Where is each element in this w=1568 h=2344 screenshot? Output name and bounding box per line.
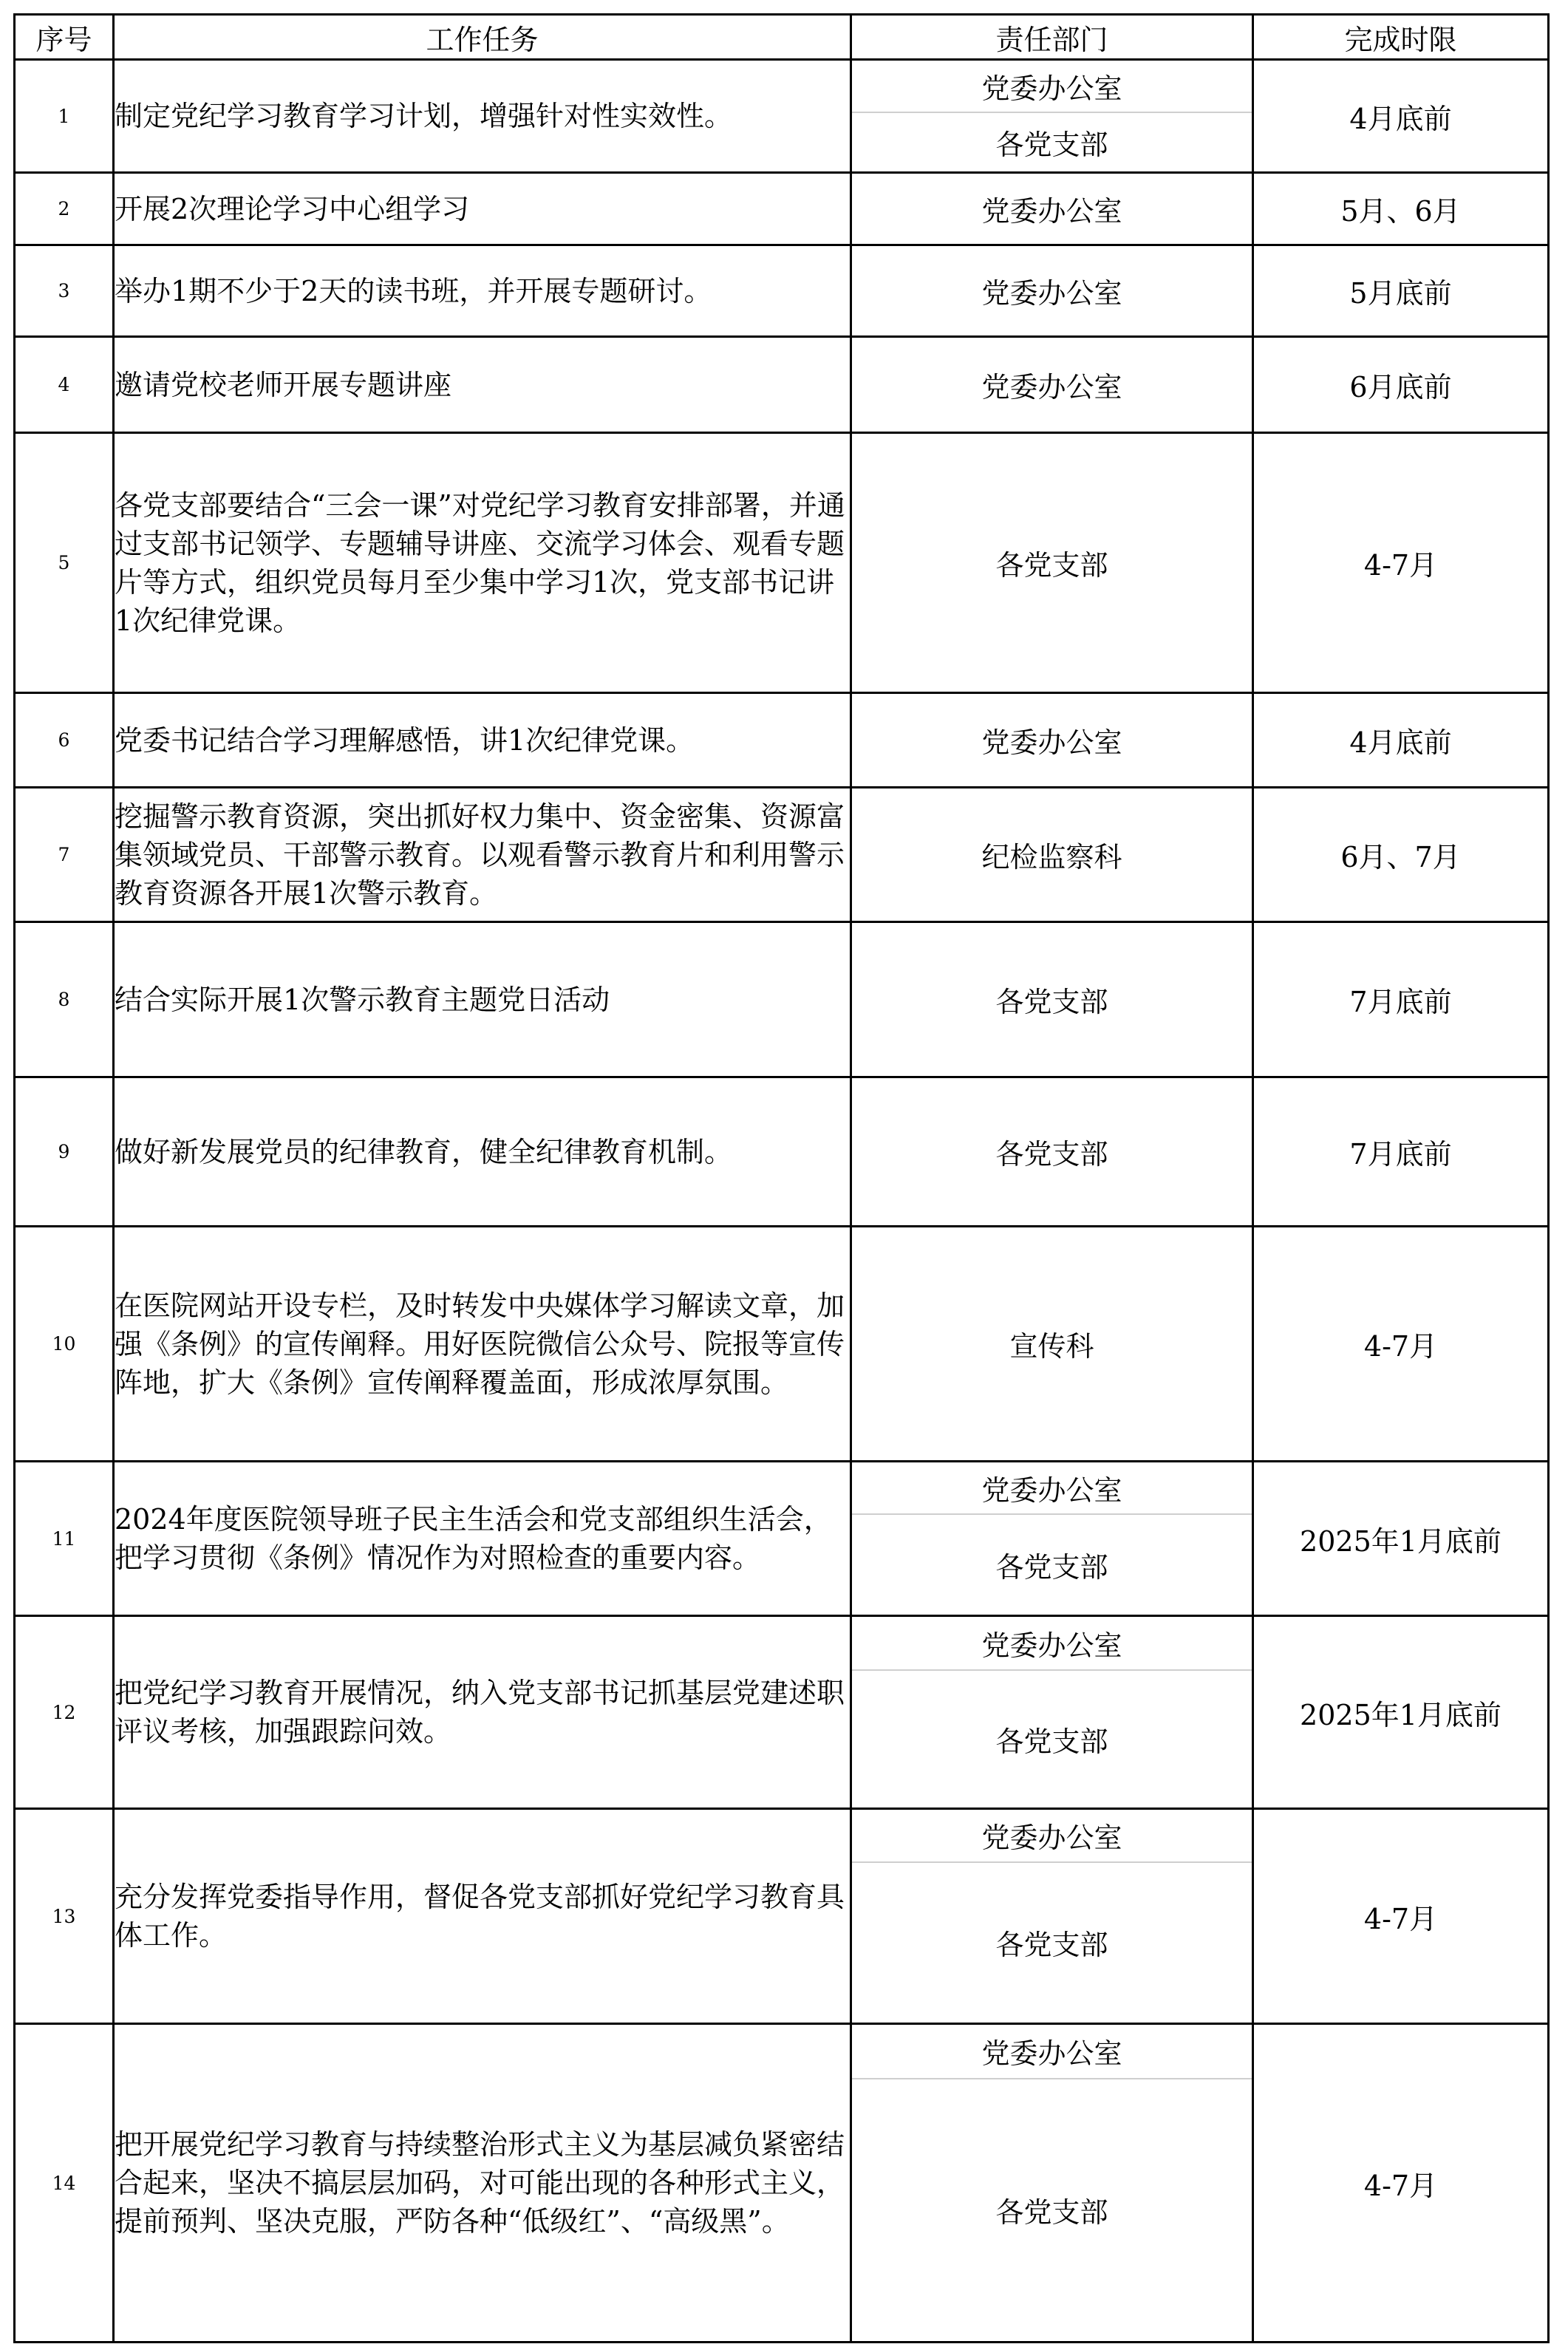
responsible-dept [851, 245, 1253, 337]
table-body [15, 60, 1549, 2343]
deadline: 4-7月 [1253, 433, 1549, 693]
header-deadline: 完成时限 [1253, 15, 1549, 60]
work-task: 做好新发展党员的纪律教育，健全纪律教育机制。 [114, 1077, 851, 1227]
work-task: 党委书记结合学习理解感悟，讲1次纪律党课。 [114, 693, 851, 788]
responsible-dept [851, 693, 1253, 788]
work-task: 充分发挥党委指导作用，督促各党支部抓好党纪学习教育具体工作。 [114, 1809, 851, 2024]
dept-name: 宣传科 [1009, 1330, 1094, 1363]
deadline: 5月、6月 [1253, 173, 1549, 245]
row-number: 3 [15, 245, 114, 337]
deadline: 4月底前 [1253, 60, 1549, 173]
dept-name-primary: 党委办公室 [852, 1617, 1252, 1671]
dept-name: 各党支部 [995, 986, 1108, 1018]
dept-name-primary: 党委办公室 [852, 2025, 1252, 2079]
deadline: 4-7月 [1253, 1809, 1549, 2024]
dept-name: 党委办公室 [981, 277, 1122, 310]
responsible-dept [851, 2024, 1253, 2343]
work-task: 结合实际开展1次警示教育主题党日活动 [114, 922, 851, 1077]
responsible-dept [851, 60, 1253, 173]
responsible-dept [851, 1616, 1253, 1809]
deadline: 4-7月 [1253, 1227, 1549, 1462]
work-task: 举办1期不少于2天的读书班，并开展专题研讨。 [114, 245, 851, 337]
deadline: 2025年1月底前 [1253, 1462, 1549, 1616]
header-row [15, 15, 1549, 60]
deadline: 4月底前 [1253, 693, 1549, 788]
work-task: 制定党纪学习教育学习计划，增强针对性实效性。 [114, 60, 851, 173]
responsible-dept [851, 1077, 1253, 1227]
row-number: 4 [15, 337, 114, 433]
table-row [15, 1809, 1549, 2024]
dept-name-primary: 党委办公室 [852, 61, 1252, 113]
work-task: 2024年度医院领导班子民主生活会和党支部组织生活会，把学习贯彻《条例》情况作为对照检查的重要内容。 [114, 1462, 851, 1616]
row-number: 1 [15, 60, 114, 173]
row-number: 5 [15, 433, 114, 693]
deadline: 7月底前 [1253, 1077, 1549, 1227]
work-task: 在医院网站开设专栏，及时转发中央媒体学习解读文章，加强《条例》的宣传阐释。用好医院微信公众号、院报等宣传阵地，扩大《条例》宣传阐释覆盖面，形成浓厚氛围。 [114, 1227, 851, 1462]
table-row [15, 433, 1549, 693]
dept-name-secondary: 各党支部 [995, 1551, 1108, 1584]
row-number: 13 [15, 1809, 114, 2024]
dept-name: 各党支部 [995, 549, 1108, 582]
header-no: 序号 [15, 15, 114, 60]
responsible-dept [851, 1227, 1253, 1462]
dept-name: 党委办公室 [981, 726, 1122, 759]
work-task: 开展2次理论学习中心组学习 [114, 173, 851, 245]
work-task: 把开展党纪学习教育与持续整治形式主义为基层减负紧密结合起来，坚决不搞层层加码，对可能出现的各种形式主义，提前预判、坚决克服，严防各种“低级红”、“高级黑”。 [114, 2024, 851, 2343]
row-number: 11 [15, 1462, 114, 1616]
table-row [15, 337, 1549, 433]
responsible-dept [851, 1809, 1253, 2024]
table-row [15, 2024, 1549, 2343]
task-table [13, 13, 1550, 2343]
deadline: 4-7月 [1253, 2024, 1549, 2343]
deadline: 7月底前 [1253, 922, 1549, 1077]
table-row [15, 922, 1549, 1077]
work-task: 挖掘警示教育资源，突出抓好权力集中、资金密集、资源富集领域党员、干部警示教育。以观看警示教育片和利用警示教育资源各开展1次警示教育。 [114, 788, 851, 922]
responsible-dept [851, 173, 1253, 245]
row-number: 10 [15, 1227, 114, 1462]
table-row [15, 173, 1549, 245]
row-number: 7 [15, 788, 114, 922]
responsible-dept [851, 1462, 1253, 1616]
table-row [15, 1227, 1549, 1462]
dept-name-primary: 党委办公室 [852, 1810, 1252, 1863]
responsible-dept [851, 433, 1253, 693]
dept-name: 党委办公室 [981, 195, 1122, 228]
deadline: 6月、7月 [1253, 788, 1549, 922]
deadline: 5月底前 [1253, 245, 1549, 337]
dept-name: 各党支部 [995, 1138, 1108, 1171]
table-row [15, 693, 1549, 788]
row-number: 12 [15, 1616, 114, 1809]
responsible-dept [851, 922, 1253, 1077]
work-task: 邀请党校老师开展专题讲座 [114, 337, 851, 433]
header-dept: 责任部门 [851, 15, 1253, 60]
table-row [15, 1077, 1549, 1227]
work-task: 把党纪学习教育开展情况，纳入党支部书记抓基层党建述职评议考核，加强跟踪问效。 [114, 1616, 851, 1809]
row-number: 8 [15, 922, 114, 1077]
table-row [15, 60, 1549, 173]
dept-name-secondary: 各党支部 [995, 1725, 1108, 1759]
row-number: 14 [15, 2024, 114, 2343]
deadline: 6月底前 [1253, 337, 1549, 433]
row-number: 2 [15, 173, 114, 245]
table-row [15, 245, 1549, 337]
dept-name-secondary: 各党支部 [995, 1929, 1108, 1962]
dept-name-secondary: 各党支部 [995, 129, 1108, 162]
dept-name: 党委办公室 [981, 371, 1122, 403]
dept-name: 纪检监察科 [981, 841, 1122, 873]
responsible-dept [851, 337, 1253, 433]
table-row [15, 1462, 1549, 1616]
dept-name-primary: 党委办公室 [852, 1462, 1252, 1515]
work-task: 各党支部要结合“三会一课”对党纪学习教育安排部署，并通过支部书记领学、专题辅导讲座、交流学习体会、观看专题片等方式，组织党员每月至少集中学习1次，党支部书记讲1次纪律党课。 [114, 433, 851, 693]
row-number: 6 [15, 693, 114, 788]
dept-name-secondary: 各党支部 [995, 2196, 1108, 2229]
table-row [15, 788, 1549, 922]
responsible-dept [851, 788, 1253, 922]
table-row [15, 1616, 1549, 1809]
header-task: 工作任务 [114, 15, 851, 60]
deadline: 2025年1月底前 [1253, 1616, 1549, 1809]
row-number: 9 [15, 1077, 114, 1227]
